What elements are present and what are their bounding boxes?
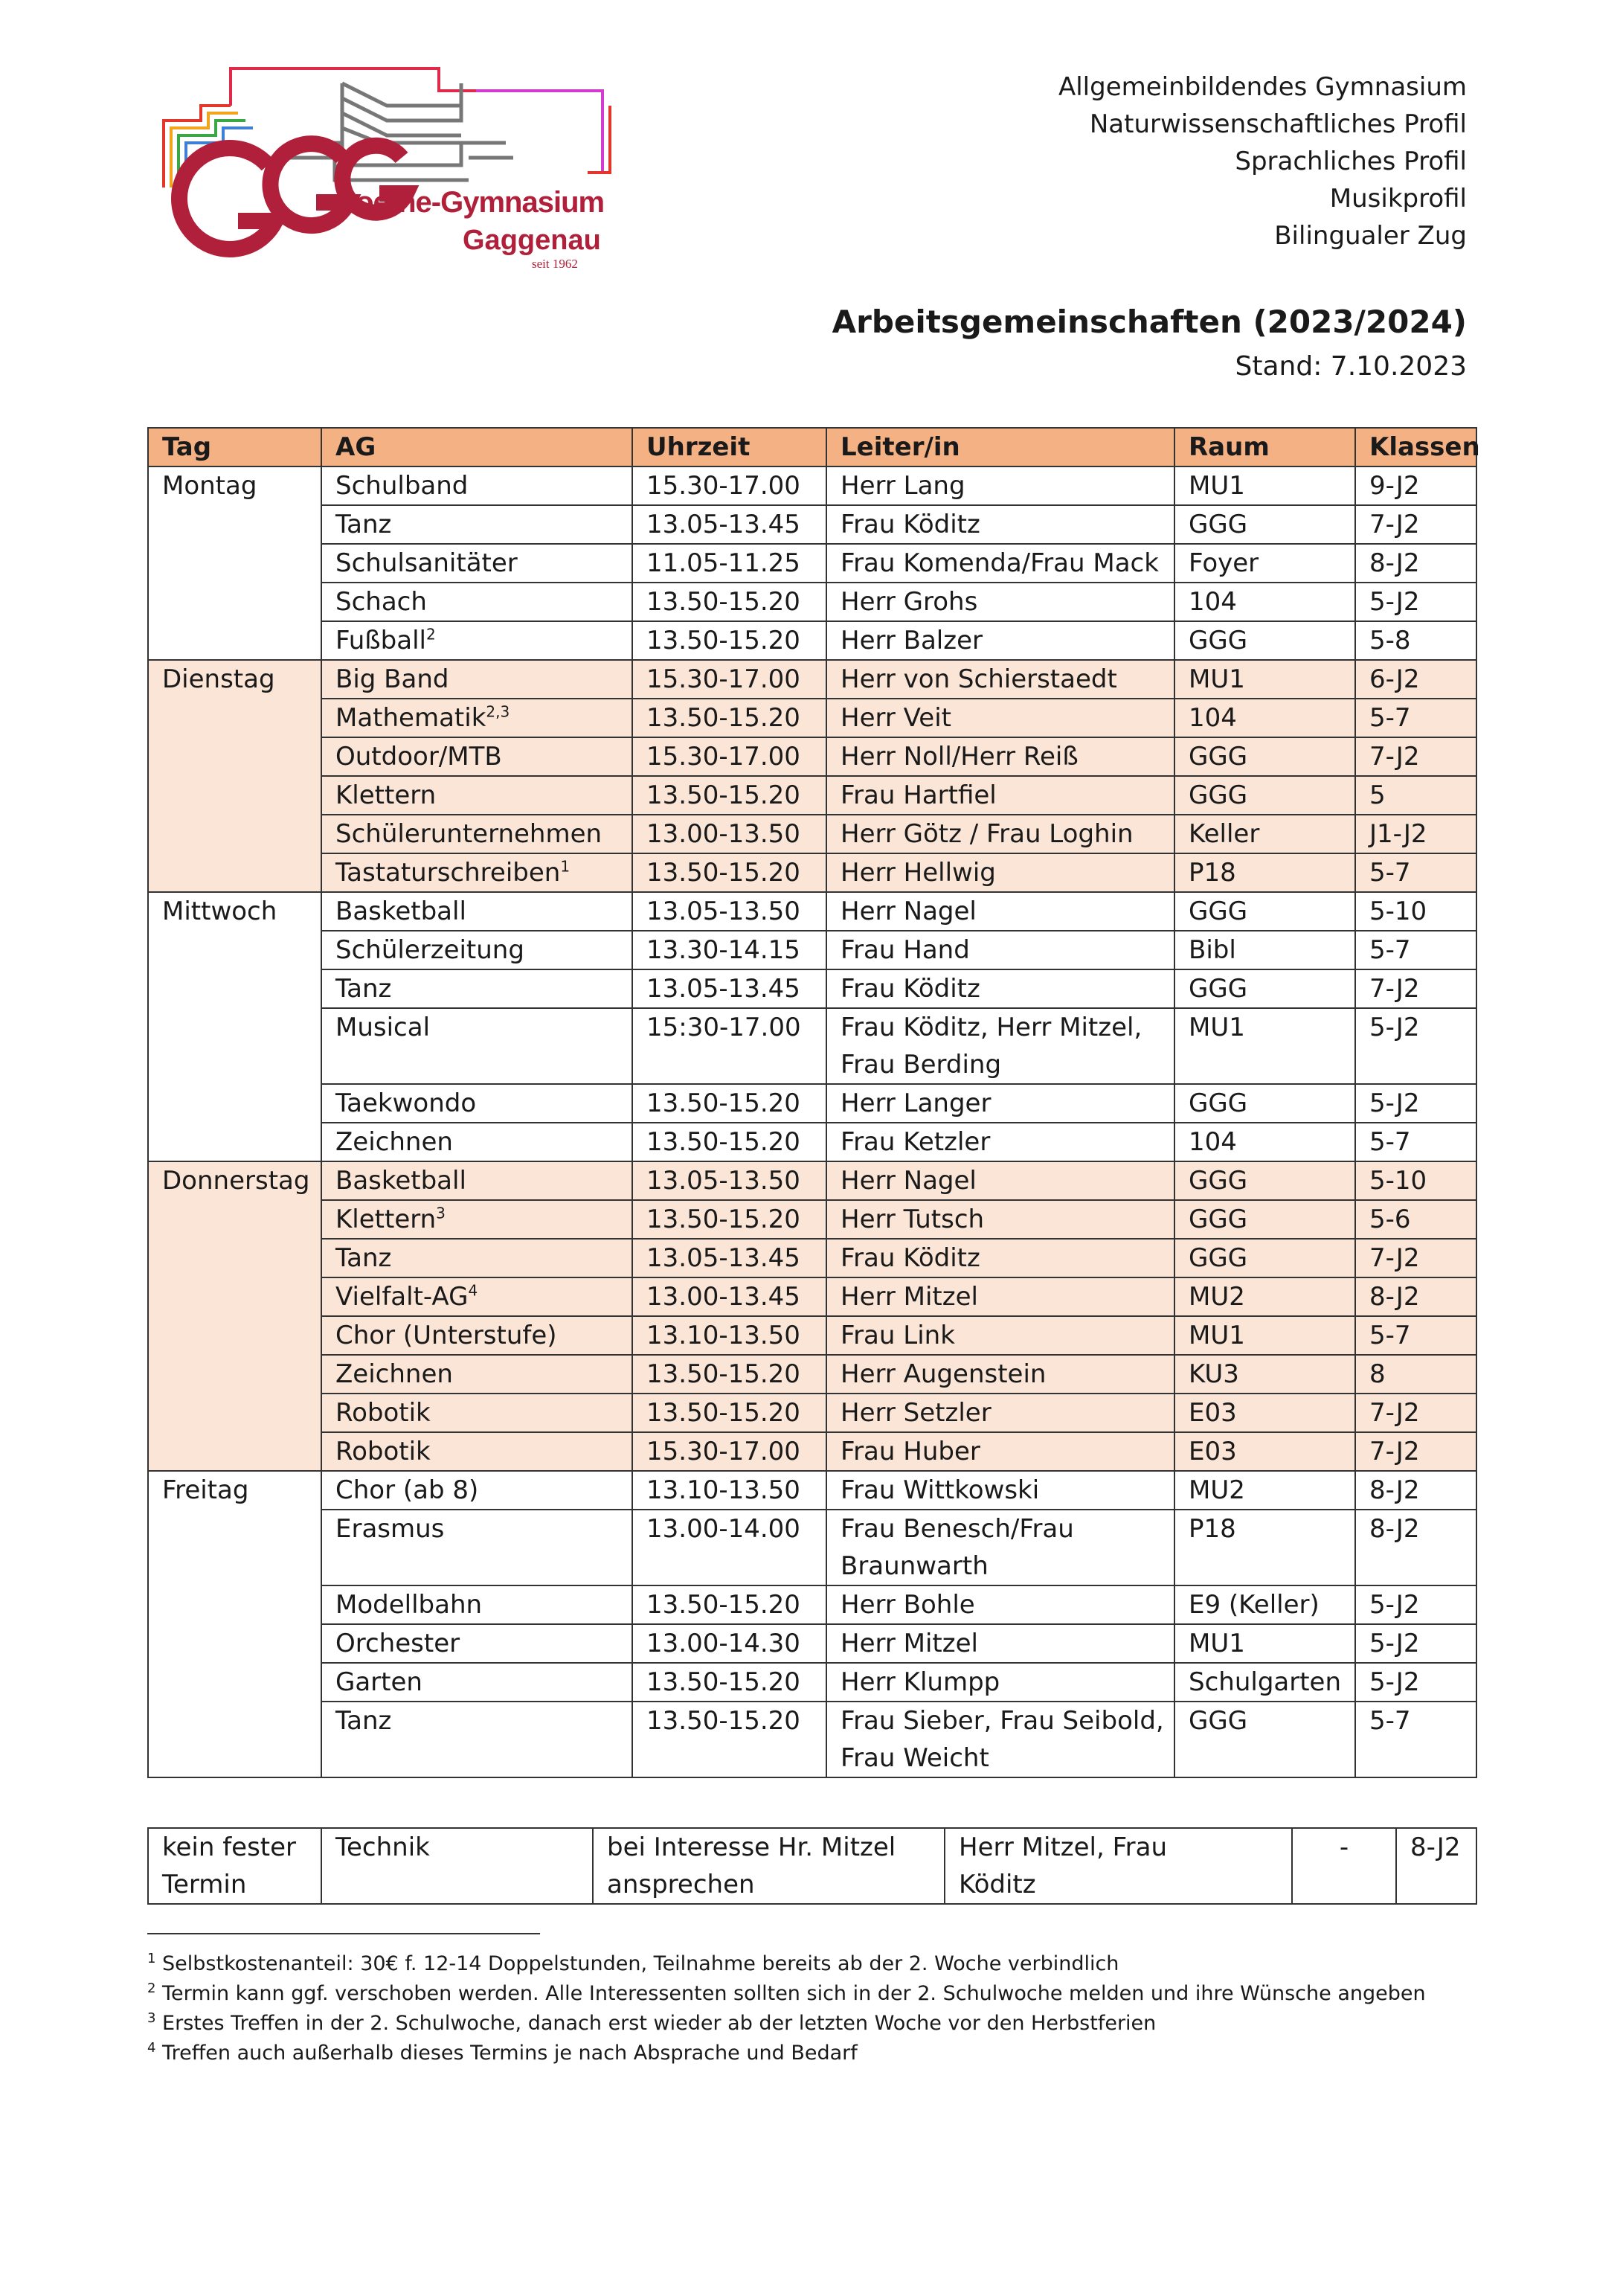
day-cell: Freitag bbox=[148, 1471, 321, 1777]
leader-cell: Herr Veit bbox=[826, 699, 1174, 737]
table-row bbox=[148, 1316, 1476, 1355]
classes-cell: 5-7 bbox=[1355, 1702, 1476, 1777]
room-cell: MU2 bbox=[1174, 1471, 1355, 1510]
room-cell: GGG bbox=[1174, 1161, 1355, 1200]
time-cell: 13.00-13.45 bbox=[632, 1277, 826, 1316]
header-tag: Tag bbox=[148, 428, 321, 466]
leader-cell: Herr Grohs bbox=[826, 583, 1174, 621]
ag-cell: Vielfalt-$AG^4$ bbox=[321, 1277, 632, 1316]
room-cell: GGG bbox=[1174, 1702, 1355, 1777]
time-cell: 13.30-14.15 bbox=[632, 931, 826, 969]
table-row bbox=[148, 1624, 1476, 1663]
table-row bbox=[148, 776, 1476, 815]
time-cell: 13.50-15.20 bbox=[632, 1702, 826, 1777]
leader-cell: Herr Balzer bbox=[826, 621, 1174, 660]
table-row bbox=[148, 737, 1476, 776]
room-cell: MU1 bbox=[1174, 466, 1355, 505]
extra-leader: Herr Mitzel, Frau Köditz bbox=[945, 1828, 1292, 1904]
classes-cell: 5-7 bbox=[1355, 699, 1476, 737]
time-cell: 13.50-15.20 bbox=[632, 621, 826, 660]
leader-cell: Herr Bohle bbox=[826, 1585, 1174, 1624]
room-cell: E9 (Keller) bbox=[1174, 1585, 1355, 1624]
logo-city: Gaggenau bbox=[463, 225, 601, 256]
day-cell: Dienstag bbox=[148, 660, 321, 892]
day-group bbox=[148, 1161, 1476, 1471]
classes-cell: 5-10 bbox=[1355, 1161, 1476, 1200]
logo-school-name: Goethe-Gymnasium bbox=[333, 186, 605, 219]
leader-cell: Herr Mitzel bbox=[826, 1624, 1174, 1663]
header-leiter: Leiter/in bbox=[826, 428, 1174, 466]
classes-cell: 8-J2 bbox=[1355, 1471, 1476, 1510]
classes-cell: 5-J2 bbox=[1355, 583, 1476, 621]
leader-cell: Frau Köditz bbox=[826, 1239, 1174, 1277]
ag-cell: Orchester bbox=[321, 1624, 632, 1663]
table-row bbox=[148, 1510, 1476, 1585]
room-cell: Foyer bbox=[1174, 544, 1355, 583]
header-ag: AG bbox=[321, 428, 632, 466]
time-cell: 13.50-15.20 bbox=[632, 1355, 826, 1394]
classes-cell: 5-J2 bbox=[1355, 1084, 1476, 1123]
profile-line: Naturwissenschaftliches Profil bbox=[1089, 109, 1467, 139]
ag-cell: Chor (Unterstufe) bbox=[321, 1316, 632, 1355]
classes-cell: 5-7 bbox=[1355, 853, 1476, 892]
classes-cell: 7-J2 bbox=[1355, 969, 1476, 1008]
leader-cell: Frau Köditz bbox=[826, 969, 1174, 1008]
footnote: $^1$ Selbstkostenanteil: 30€ f. 12-14 Doppelstunden, Teilnahme bereits ab der 2. Woche verbindlich bbox=[147, 1951, 1119, 1975]
ag-cell: Robotik bbox=[321, 1432, 632, 1471]
day-cell: Montag bbox=[148, 466, 321, 660]
day-group bbox=[148, 660, 1476, 892]
table-row bbox=[148, 931, 1476, 969]
ag-cell: Tastaturschreiben$^1$ bbox=[321, 853, 632, 892]
header-raum: Raum bbox=[1174, 428, 1355, 466]
room-cell: GGG bbox=[1174, 892, 1355, 931]
time-cell: 13.50-15.20 bbox=[632, 699, 826, 737]
time-cell: 13.50-15.20 bbox=[632, 1123, 826, 1161]
room-cell: GGG bbox=[1174, 621, 1355, 660]
leader-cell: Frau Komenda/Frau Mack bbox=[826, 544, 1174, 583]
leader-cell: Frau Hartfiel bbox=[826, 776, 1174, 815]
extra-ag-table bbox=[147, 1827, 1477, 1905]
ag-cell: Fußball$^2$ bbox=[321, 621, 632, 660]
room-cell: MU1 bbox=[1174, 660, 1355, 699]
time-cell: 15.30-17.00 bbox=[632, 466, 826, 505]
time-cell: 13.50-15.20 bbox=[632, 583, 826, 621]
room-cell: Schulgarten bbox=[1174, 1663, 1355, 1702]
leader-cell: Frau Benesch/Frau Braunwarth bbox=[826, 1510, 1174, 1585]
ag-cell: Musical bbox=[321, 1008, 632, 1084]
footnote-ref: 4 bbox=[468, 1281, 478, 1300]
ag-cell: Basketball bbox=[321, 1161, 632, 1200]
table-row bbox=[148, 505, 1476, 544]
time-cell: 13.10-13.50 bbox=[632, 1316, 826, 1355]
profile-line: Allgemeinbildendes Gymnasium bbox=[1058, 72, 1467, 102]
classes-cell: 5 bbox=[1355, 776, 1476, 815]
time-cell: 13.50-15.20 bbox=[632, 853, 826, 892]
classes-cell: J1-J2 bbox=[1355, 815, 1476, 853]
room-cell: MU1 bbox=[1174, 1624, 1355, 1663]
header-klassen: Klassen bbox=[1355, 428, 1476, 466]
leader-cell: Frau Ketzler bbox=[826, 1123, 1174, 1161]
leader-cell: Frau Huber bbox=[826, 1432, 1174, 1471]
room-cell: E03 bbox=[1174, 1432, 1355, 1471]
classes-cell: 8-J2 bbox=[1355, 1510, 1476, 1585]
leader-cell: Frau Hand bbox=[826, 931, 1174, 969]
room-cell: GGG bbox=[1174, 1084, 1355, 1123]
time-cell: 15.30-17.00 bbox=[632, 660, 826, 699]
room-cell: MU2 bbox=[1174, 1277, 1355, 1316]
day-cell: Donnerstag bbox=[148, 1161, 321, 1471]
table-row bbox=[148, 1084, 1476, 1123]
footnote-ref: 2 bbox=[425, 625, 436, 644]
classes-cell: 7-J2 bbox=[1355, 505, 1476, 544]
table-row bbox=[148, 1471, 1476, 1510]
leader-cell: Herr Götz / Frau Loghin bbox=[826, 815, 1174, 853]
time-cell: 13.50-15.20 bbox=[632, 1585, 826, 1624]
ag-schedule-table bbox=[147, 427, 1480, 1778]
ag-cell: Schach bbox=[321, 583, 632, 621]
day-group bbox=[148, 892, 1476, 1161]
table-row bbox=[148, 1394, 1476, 1432]
ag-cell: Klettern bbox=[321, 776, 632, 815]
leader-cell: Frau Link bbox=[826, 1316, 1174, 1355]
document-title: Arbeitsgemeinschaften (2023/2024) bbox=[832, 304, 1467, 340]
room-cell: 104 bbox=[1174, 699, 1355, 737]
leader-cell: Frau Köditz, Herr Mitzel, Frau Berding bbox=[826, 1008, 1174, 1084]
footnote-ref: 1 bbox=[560, 857, 571, 876]
table-row bbox=[148, 969, 1476, 1008]
footnote-separator bbox=[147, 1933, 540, 1934]
leader-cell: Herr Tutsch bbox=[826, 1200, 1174, 1239]
ag-cell: Tanz bbox=[321, 505, 632, 544]
table-row bbox=[148, 1585, 1476, 1624]
table-row bbox=[148, 892, 1476, 931]
classes-cell: 5-8 bbox=[1355, 621, 1476, 660]
classes-cell: 5-J2 bbox=[1355, 1585, 1476, 1624]
leader-cell: Herr Setzler bbox=[826, 1394, 1174, 1432]
classes-cell: 7-J2 bbox=[1355, 1432, 1476, 1471]
ag-cell: Chor (ab 8) bbox=[321, 1471, 632, 1510]
room-cell: P18 bbox=[1174, 1510, 1355, 1585]
table-row bbox=[148, 1277, 1476, 1316]
time-cell: 13.05-13.45 bbox=[632, 969, 826, 1008]
room-cell: GGG bbox=[1174, 969, 1355, 1008]
classes-cell: 7-J2 bbox=[1355, 737, 1476, 776]
ag-cell: Erasmus bbox=[321, 1510, 632, 1585]
classes-cell: 5-J2 bbox=[1355, 1008, 1476, 1084]
room-cell: E03 bbox=[1174, 1394, 1355, 1432]
leader-cell: Herr Noll/Herr Reiß bbox=[826, 737, 1174, 776]
time-cell: 13.10-13.50 bbox=[632, 1471, 826, 1510]
table-row bbox=[148, 1123, 1476, 1161]
leader-cell: Herr Augenstein bbox=[826, 1355, 1174, 1394]
room-cell: GGG bbox=[1174, 1239, 1355, 1277]
table-row bbox=[148, 1663, 1476, 1702]
room-cell: Bibl bbox=[1174, 931, 1355, 969]
table-row bbox=[148, 1200, 1476, 1239]
ag-cell: Schülerunternehmen bbox=[321, 815, 632, 853]
table-header-row bbox=[148, 428, 1476, 466]
time-cell: 13.00-14.30 bbox=[632, 1624, 826, 1663]
time-cell: 13.00-14.00 bbox=[632, 1510, 826, 1585]
room-cell: MU1 bbox=[1174, 1316, 1355, 1355]
time-cell: 11.05-11.25 bbox=[632, 544, 826, 583]
ag-cell: Basketball bbox=[321, 892, 632, 931]
table-row bbox=[148, 1828, 1476, 1904]
profile-line: Musikprofil bbox=[1329, 184, 1467, 214]
ag-cell: Schulsanitäter bbox=[321, 544, 632, 583]
table-row bbox=[148, 1355, 1476, 1394]
ag-cell: Zeichnen bbox=[321, 1355, 632, 1394]
classes-cell: 6-J2 bbox=[1355, 660, 1476, 699]
table-row bbox=[148, 544, 1476, 583]
logo-since: seit 1962 bbox=[532, 257, 578, 271]
ag-cell: Schülerzeitung bbox=[321, 931, 632, 969]
ag-cell: Klettern$^3$ bbox=[321, 1200, 632, 1239]
profile-line: Sprachliches Profil bbox=[1235, 147, 1467, 176]
time-cell: 13.05-13.45 bbox=[632, 505, 826, 544]
leader-cell: Frau Köditz bbox=[826, 505, 1174, 544]
room-cell: GGG bbox=[1174, 737, 1355, 776]
room-cell: KU3 bbox=[1174, 1355, 1355, 1394]
classes-cell: 5-7 bbox=[1355, 931, 1476, 969]
footnote: $^4$ Treffen auch außerhalb dieses Termins je nach Absprache und Bedarf bbox=[147, 2040, 858, 2065]
footnote-ref: 2,3 bbox=[486, 702, 510, 721]
time-cell: 13.50-15.20 bbox=[632, 776, 826, 815]
table-row bbox=[148, 1008, 1476, 1084]
classes-cell: 9-J2 bbox=[1355, 466, 1476, 505]
day-group bbox=[148, 466, 1476, 660]
time-cell: 13.05-13.50 bbox=[632, 892, 826, 931]
room-cell: 104 bbox=[1174, 583, 1355, 621]
room-cell: GGG bbox=[1174, 505, 1355, 544]
footnote: $^2$ Termin kann ggf. verschoben werden. Alle Interessenten sollten sich in der 2. Schulwoche melden und ihre Wünsche angeben bbox=[147, 1981, 1426, 2005]
classes-cell: 5-J2 bbox=[1355, 1624, 1476, 1663]
document-date: Stand: 7.10.2023 bbox=[1235, 351, 1467, 382]
ag-cell: Schulband bbox=[321, 466, 632, 505]
ag-cell: Tanz bbox=[321, 1702, 632, 1777]
table-row bbox=[148, 621, 1476, 660]
room-cell: Keller bbox=[1174, 815, 1355, 853]
ag-cell: Big Band bbox=[321, 660, 632, 699]
classes-cell: 8-J2 bbox=[1355, 544, 1476, 583]
table-row bbox=[148, 1239, 1476, 1277]
ag-cell: Garten bbox=[321, 1663, 632, 1702]
ag-cell: Taekwondo bbox=[321, 1084, 632, 1123]
room-cell: GGG bbox=[1174, 776, 1355, 815]
ag-cell: Mathematik$^{2,3}$ bbox=[321, 699, 632, 737]
table-row bbox=[148, 699, 1476, 737]
table-row bbox=[148, 815, 1476, 853]
time-cell: 13.05-13.50 bbox=[632, 1161, 826, 1200]
table-row bbox=[148, 1432, 1476, 1471]
leader-cell: Herr Mitzel bbox=[826, 1277, 1174, 1316]
room-cell: MU1 bbox=[1174, 1008, 1355, 1084]
time-cell: 15:30-17.00 bbox=[632, 1008, 826, 1084]
table-row bbox=[148, 660, 1476, 699]
leader-cell: Herr Klumpp bbox=[826, 1663, 1174, 1702]
profile-line: Bilingualer Zug bbox=[1274, 221, 1467, 251]
classes-cell: 5-J2 bbox=[1355, 1663, 1476, 1702]
classes-cell: 5-6 bbox=[1355, 1200, 1476, 1239]
extra-room: - bbox=[1292, 1828, 1396, 1904]
leader-cell: Herr Nagel bbox=[826, 1161, 1174, 1200]
footnote: $^3$ Erstes Treffen in der 2. Schulwoche, danach erst wieder ab der letzten Woche vor den Herbstferien bbox=[147, 2010, 1157, 2035]
leader-cell: Frau Wittkowski bbox=[826, 1471, 1174, 1510]
time-cell: 13.50-15.20 bbox=[632, 1084, 826, 1123]
ag-cell: Tanz bbox=[321, 1239, 632, 1277]
footnote-ref: 3 bbox=[436, 1204, 446, 1222]
leader-cell: Herr Hellwig bbox=[826, 853, 1174, 892]
extra-classes: 8-J2 bbox=[1396, 1828, 1476, 1904]
ag-cell: Zeichnen bbox=[321, 1123, 632, 1161]
extra-time: bei Interesse Hr. Mitzel ansprechen bbox=[593, 1828, 945, 1904]
table-row bbox=[148, 466, 1476, 505]
room-cell: GGG bbox=[1174, 1200, 1355, 1239]
leader-cell: Herr Lang bbox=[826, 466, 1174, 505]
day-cell: Mittwoch bbox=[148, 892, 321, 1161]
time-cell: 13.50-15.20 bbox=[632, 1394, 826, 1432]
classes-cell: 8-J2 bbox=[1355, 1277, 1476, 1316]
time-cell: 13.50-15.20 bbox=[632, 1663, 826, 1702]
classes-cell: 5-7 bbox=[1355, 1123, 1476, 1161]
ag-cell: Outdoor/MTB bbox=[321, 737, 632, 776]
time-cell: 13.00-13.50 bbox=[632, 815, 826, 853]
ag-cell: Robotik bbox=[321, 1394, 632, 1432]
leader-cell: Frau Sieber, Frau Seibold, Frau Weicht bbox=[826, 1702, 1174, 1777]
classes-cell: 7-J2 bbox=[1355, 1394, 1476, 1432]
leader-cell: Herr Nagel bbox=[826, 892, 1174, 931]
room-cell: P18 bbox=[1174, 853, 1355, 892]
room-cell: 104 bbox=[1174, 1123, 1355, 1161]
classes-cell: 8 bbox=[1355, 1355, 1476, 1394]
time-cell: 15.30-17.00 bbox=[632, 737, 826, 776]
time-cell: 13.50-15.20 bbox=[632, 1200, 826, 1239]
extra-day: kein fester Termin bbox=[148, 1828, 321, 1904]
table-row bbox=[148, 853, 1476, 892]
leader-cell: Herr Langer bbox=[826, 1084, 1174, 1123]
table-row bbox=[148, 1702, 1476, 1777]
time-cell: 15.30-17.00 bbox=[632, 1432, 826, 1471]
extra-ag: Technik bbox=[321, 1828, 593, 1904]
time-cell: 13.05-13.45 bbox=[632, 1239, 826, 1277]
ag-cell: Tanz bbox=[321, 969, 632, 1008]
header-uhrzeit: Uhrzeit bbox=[632, 428, 826, 466]
table-row bbox=[148, 583, 1476, 621]
ag-cell: Modellbahn bbox=[321, 1585, 632, 1624]
leader-cell: Herr von Schierstaedt bbox=[826, 660, 1174, 699]
classes-cell: 5-10 bbox=[1355, 892, 1476, 931]
classes-cell: 5-7 bbox=[1355, 1316, 1476, 1355]
school-profiles bbox=[1058, 68, 1467, 254]
table-row bbox=[148, 1161, 1476, 1200]
day-group bbox=[148, 1471, 1476, 1777]
classes-cell: 7-J2 bbox=[1355, 1239, 1476, 1277]
